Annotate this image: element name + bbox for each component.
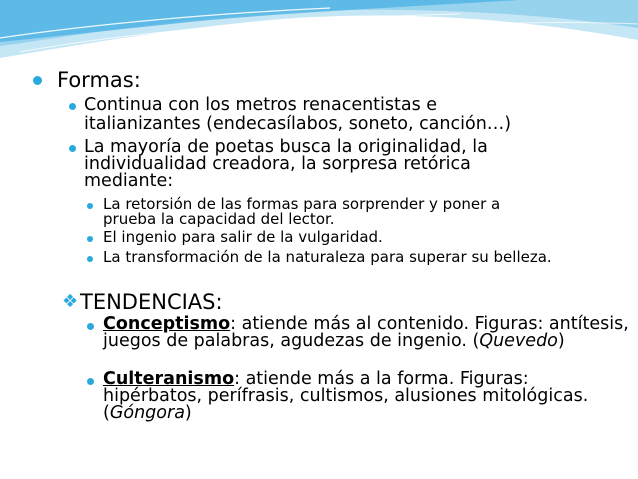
subpoint-ingenio: El ingenio para salir de la vulgaridad. [103, 228, 383, 246]
conceptismo-close: ) [557, 331, 565, 351]
culteranismo-line-2: hipérbatos, perífrasis, cultismos, alusiones mitológicas. [103, 386, 589, 406]
bullet-icon [87, 203, 93, 209]
conceptismo-term: Conceptismo [103, 314, 231, 334]
bullet-icon [69, 103, 76, 110]
culteranismo-description: : atiende más a la forma. Figuras: [234, 369, 529, 389]
subpoint-retorsion-line-2: prueba la capacidad del lector. [103, 210, 335, 228]
bullet-icon [69, 145, 76, 152]
point-originalidad-line-2: individualidad creadora, la sorpresa retórica [84, 154, 471, 174]
diamond-bullet-icon: ❖ [62, 291, 79, 312]
bullet-icon [87, 378, 94, 385]
bullet-icon [33, 76, 42, 85]
point-originalidad-line-3: mediante: [84, 171, 174, 191]
culteranismo-line-3 [103, 405, 192, 422]
culteranismo-author: Góngora [109, 403, 185, 423]
culteranismo-term: Culteranismo [103, 369, 235, 389]
subpoint-retorsion-line-1: La retorsión de las formas para sorprender y poner a [103, 195, 501, 213]
conceptismo-line-2 [103, 333, 565, 350]
bullet-icon [87, 323, 94, 330]
subpoint-naturaleza: La transformación de la naturaleza para superar su belleza. [103, 248, 552, 266]
conceptismo-author: Quevedo [479, 331, 558, 351]
culteranismo-close: ) [184, 403, 192, 423]
culteranismo-open: ( [103, 403, 110, 423]
header-swoosh-decoration [0, 0, 638, 60]
conceptismo-description-cont: juegos de palabras, agudezas de ingenio. ( [103, 331, 480, 351]
bullet-icon [87, 236, 93, 242]
point-originalidad-line-1: La mayoría de poetas busca la originalidad, la [84, 137, 488, 157]
conceptismo-description: : atiende más al contenido. Figuras: antítesis, [230, 314, 629, 334]
point-metros-line-1: Continua con los metros renacentistas e [84, 95, 438, 115]
point-metros-line-2: italianizantes (endecasílabos, soneto, canción…) [84, 114, 512, 134]
section-title: Formas: [57, 68, 141, 92]
tendencias-heading: TENDENCIAS: [80, 290, 223, 314]
bullet-icon [87, 256, 93, 262]
